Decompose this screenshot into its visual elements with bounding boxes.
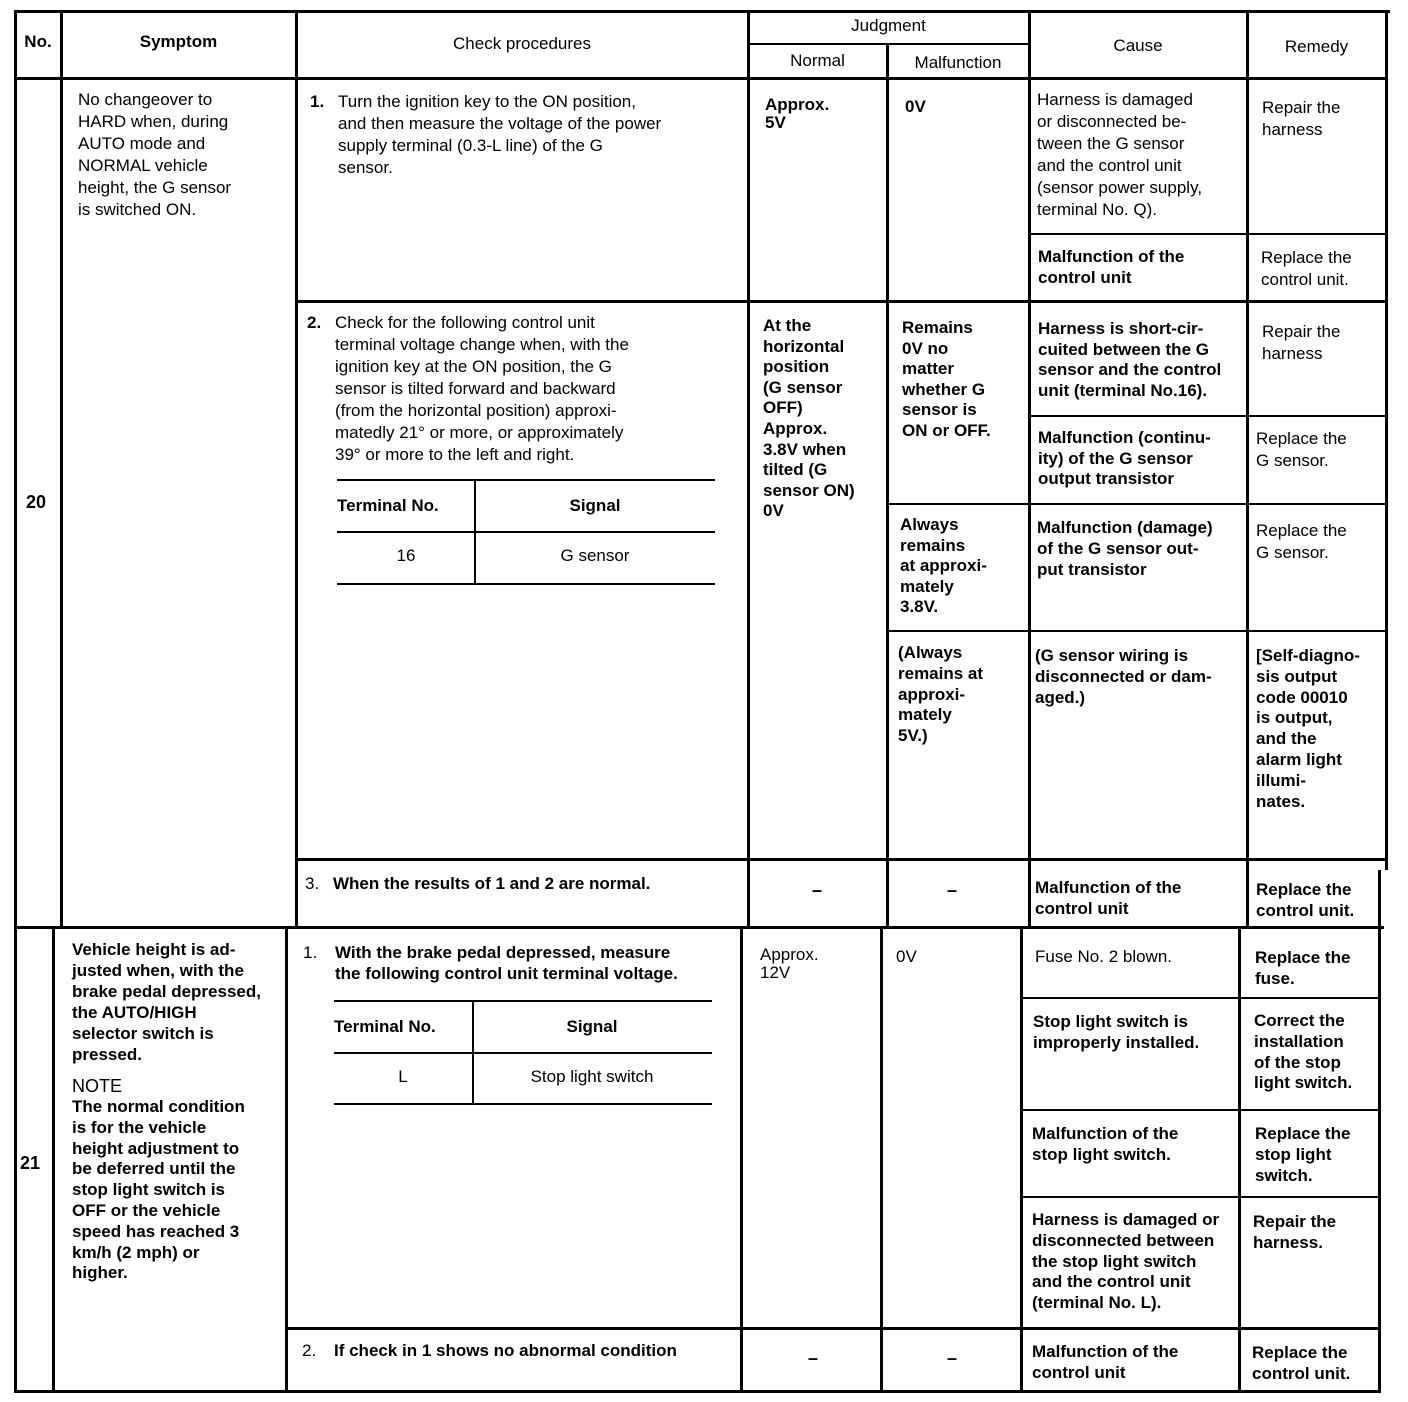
header-no: No. (24, 32, 52, 51)
remedy-20-3: Replace the control unit. (1256, 880, 1355, 920)
malfunction-21-2: – (947, 1348, 958, 1368)
cause-21-1c: Malfunction of the stop light switch. (1032, 1124, 1179, 1164)
remedy-20-2c: Replace the G sensor. (1256, 521, 1347, 562)
remedy-21-1a: Replace the fuse. (1255, 948, 1351, 988)
sub-table-bottom (337, 583, 715, 585)
cause-divider-2 (1030, 415, 1385, 417)
col-line-check-lower (740, 928, 743, 1393)
cause-20-2a: Harness is short-cir- cuited between the G sensor and the control unit (terminal No.16). (1038, 319, 1222, 400)
step-21-2 (302, 1340, 739, 1362)
col-line-no (60, 10, 63, 928)
cause-divider-21-2 (1022, 1109, 1380, 1111)
symptom-21: Vehicle height is ad- justed when, with the brake pedal depressed, the AUTO/HIGH selector switch is pressed. (72, 940, 261, 1064)
cause-20-1a: Harness is damaged or disconnected be- tween the G sensor and the control unit (sensor power supply, terminal No. Q). (1037, 90, 1203, 219)
step-text: When the results of 1 and 2 are normal. (333, 874, 651, 893)
remedy-20-2b: Replace the G sensor. (1256, 429, 1347, 470)
sub-table-head (334, 1002, 712, 1052)
sub-table-21 (334, 1002, 712, 1102)
table-border-top (14, 10, 1390, 13)
malfunction-20-1: 0V (905, 97, 926, 116)
cause-divider-4 (886, 630, 1385, 632)
sub-table-row (337, 531, 715, 581)
sub-table-row (334, 1052, 712, 1102)
row-number-20: 20 (25, 492, 47, 512)
cause-21-1d: Harness is damaged or disconnected between the stop light switch and the control unit (terminal No. L). (1032, 1210, 1220, 1313)
remedy-20-1b: Replace the control unit. (1261, 248, 1352, 289)
cause-20-3: Malfunction of the control unit (1035, 878, 1182, 918)
cause-20-2d: (G sensor wiring is disconnected or dam- aged.) (1035, 646, 1212, 707)
malfunction-20-2a: Remains 0V no matter whether G sensor is ON or OFF. (902, 318, 991, 440)
col-line-normal-lower (880, 928, 883, 1393)
header-bottom-line (14, 77, 1388, 80)
cause-20-2b: Malfunction (continu- ity) of the G sensor output transistor (1038, 428, 1211, 488)
normal-20-3: – (812, 880, 823, 900)
signal-value: Stop light switch (530, 1067, 654, 1086)
malfunction-21-1: 0V (896, 947, 917, 966)
cause-21-1b: Stop light switch is improperly installed. (1033, 1012, 1200, 1052)
remedy-21-2: Replace the control unit. (1252, 1343, 1351, 1383)
judgment-sub-line (749, 43, 1030, 45)
step-text: Check for the following control unit terminal voltage change when, with the ignition key at the ON position, the G sensor is tilted forward and backward (from the horizontal position) approxi- matedly 21° or more, or approximately 39° or more to the left and right. (335, 313, 629, 464)
step-number: 1. (310, 92, 325, 111)
terminal-head: Terminal No. (337, 496, 439, 515)
symptom-20: No changeover to HARD when, during AUTO mode and NORMAL vehicle height, the G sensor is switched ON. (78, 90, 232, 219)
remedy-21-1b: Correct the installation of the stop light switch. (1254, 1011, 1353, 1093)
header-check: Check procedures (453, 34, 591, 53)
step-divider-1-2 (297, 300, 1385, 303)
step-text: If check in 1 shows no abnormal condition (334, 1341, 677, 1360)
col-line-normal (886, 44, 889, 928)
cause-divider-21-3 (1022, 1196, 1380, 1198)
table-border-right-lower (1378, 870, 1381, 1393)
table-border-left (14, 10, 17, 1393)
malfunction-20-3: – (947, 880, 958, 900)
sub-table-head (337, 481, 715, 531)
step-number: 2. (302, 1341, 317, 1360)
signal-head: Signal (566, 1017, 618, 1036)
header-remedy: Remedy (1284, 37, 1349, 56)
step-21-1 (303, 942, 740, 984)
normal-20-2: At the horizontal position (G sensor OFF) Approx. 3.8V when tilted (G sensor ON) 0V (763, 316, 855, 521)
header-cause: Cause (1113, 36, 1163, 55)
cause-21-1a: Fuse No. 2 blown. (1035, 947, 1173, 966)
header-malfunction: Malfunction (914, 53, 1002, 72)
header-judgment: Judgment (851, 16, 926, 35)
signal-head: Signal (569, 496, 621, 515)
cause-20-1b: Malfunction of the control unit (1038, 247, 1185, 287)
header-symptom: Symptom (139, 32, 218, 51)
cause-divider-3 (1030, 503, 1385, 505)
malfunction-divider (886, 503, 1030, 505)
note-21: The normal condition is for the vehicle height adjustment to be deferred until the stop light switch is OFF or the vehicle speed has reached 3 km/h (2 mph) or higher. (72, 1097, 245, 1283)
step-20-1 (310, 91, 740, 179)
normal-20-1: Approx. 5V (765, 95, 830, 132)
step-divider-21 (287, 1327, 1381, 1330)
malfunction-20-2c: (Always remains at approxi- mately 5V.) (898, 643, 984, 746)
row-number-21: 21 (19, 1153, 41, 1173)
cause-divider-1 (1030, 233, 1385, 235)
remedy-20-2d: [Self-diagno- sis output code 00010 is output, and the alarm light illumi- nates. (1256, 646, 1360, 811)
terminal-value: L (398, 1067, 408, 1086)
cause-divider-21-1 (1022, 997, 1380, 999)
step-text: With the brake pedal depressed, measure the following control unit terminal voltage. (335, 943, 678, 983)
col-line-symptom (295, 10, 298, 928)
header-normal: Normal (790, 51, 845, 70)
terminal-head: Terminal No. (334, 1017, 436, 1036)
remedy-21-1d: Repair the harness. (1253, 1212, 1337, 1252)
step-20-2 (307, 312, 742, 466)
step-20-3 (305, 873, 745, 895)
normal-21-1: Approx. 12V (760, 945, 819, 982)
step-number: 1. (303, 943, 318, 962)
step-text: Turn the ignition key to the ON position, and then measure the voltage of the power supply terminal (0.3-L line) of the G sensor. (338, 92, 662, 177)
normal-21-2: – (808, 1348, 819, 1368)
note-title-21: NOTE (72, 1076, 123, 1096)
signal-value: G sensor (560, 546, 630, 565)
terminal-value: 16 (396, 546, 416, 565)
malfunction-20-2b: Always remains at approxi- mately 3.8V. (900, 515, 987, 616)
sub-table-20 (337, 481, 715, 581)
sub-table-21-bottom (334, 1103, 712, 1105)
remedy-20-1a: Repair the harness (1262, 98, 1341, 139)
step-number: 2. (307, 313, 322, 332)
table-border-bottom (14, 1390, 1380, 1393)
row-divider-20-21 (14, 926, 1384, 929)
cause-21-2: Malfunction of the control unit (1032, 1342, 1179, 1382)
col-line-check (747, 10, 750, 928)
col-line-symptom-lower (285, 928, 288, 1393)
remedy-20-2a: Repair the harness (1262, 322, 1341, 363)
remedy-21-1c: Replace the stop light switch. (1255, 1124, 1351, 1185)
col-line-malfunction (1028, 10, 1031, 928)
cause-20-2c: Malfunction (damage) of the G sensor out- put transistor (1037, 518, 1213, 579)
table-border-right (1385, 10, 1388, 870)
step-number: 3. (305, 874, 320, 893)
step-divider-2-3 (297, 858, 1385, 861)
